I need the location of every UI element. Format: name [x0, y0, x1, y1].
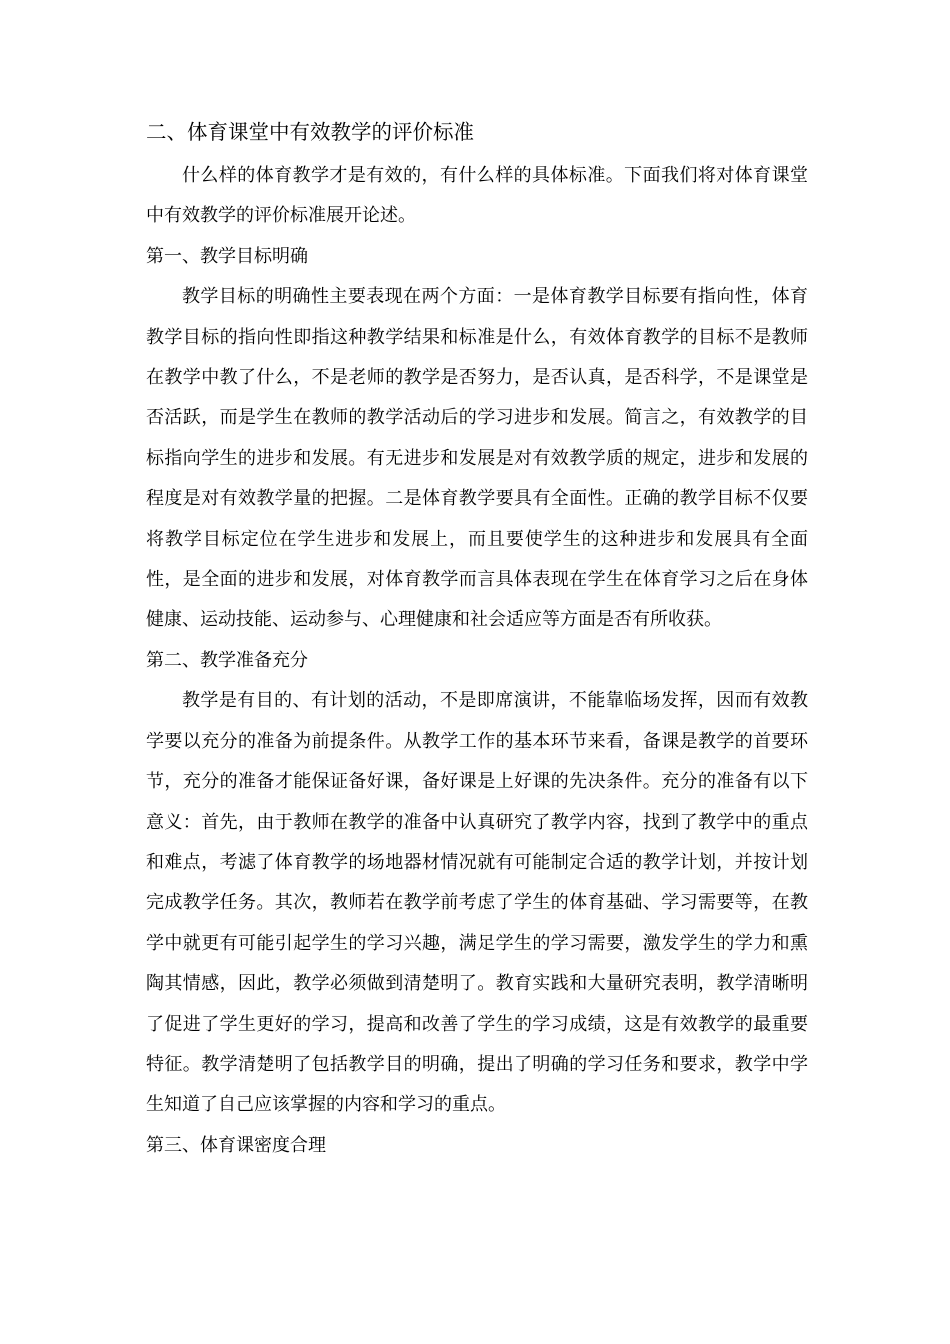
document-page: [146, 112, 808, 1166]
document-title: 二、体育课堂中有效教学的评价标准: [146, 120, 474, 144]
section-heading-3: 第三、体育课密度合理: [146, 1134, 326, 1156]
section-heading-2: 第二、教学准备充分: [146, 649, 308, 671]
section-body-2: 教学是有目的、有计划的活动，不是即席演讲，不能靠临场发挥，因而有效教学要以充分的准备为前提条件。从教学工作的基本环节来看，备课是教学的首要环节，充分的准备才能保证备好课，备好课是上好课的先决条件。充分的准备有以下意义：首先，由于教师在教学的准备中认真研究了教学内容，找到了教学中的重点和难点，考滤了体育教学的场地器材情况就有可能制定合适的教学计划，并按计划完成教学任务。其次，教师若在教学前考虑了学生的体育基础、学习需要等，在教学中就更有可能引起学生的学习兴趣，满足学生的学习需要，激发学生的学力和熏陶其情感，因此，教学必须做到清楚明了。教育实践和大量研究表明，教学清晰明了促进了学生更好的学习，提高和改善了学生的学习成绩，这是有效教学的最重要特征。教学清楚明了包括教学目的明确，提出了明确的学习任务和要求，教学中学生知道了自己应该掌握的内容和学习的重点。: [146, 690, 808, 1116]
section-body-1: 教学目标的明确性主要表现在两个方面：一是体育教学目标要有指向性，体育教学目标的指向性即指这种教学结果和标准是什么，有效体育教学的目标不是教师在教学中教了什么，不是老师的教学是否努力，是否认真，是否科学，不是课堂是否活跃，而是学生在教师的教学活动后的学习进步和发展。简言之，有效教学的目标指向学生的进步和发展。有无进步和发展是对有效教学质的规定，进步和发展的程度是对有效教学量的把握。二是体育教学要具有全面性。正确的教学目标不仅要将教学目标定位在学生进步和发展上，而且要使学生的这种进步和发展具有全面性，是全面的进步和发展，对体育教学而言具体表现在学生在体育学习之后在身体健康、运动技能、运动参与、心理健康和社会适应等方面是否有所收获。: [146, 286, 808, 631]
section-heading-1: 第一、教学目标明确: [146, 245, 308, 267]
intro-paragraph: 什么样的体育教学才是有效的，有什么样的具体标准。下面我们将对体育课堂中有效教学的评价标准展开论述。: [146, 165, 808, 227]
